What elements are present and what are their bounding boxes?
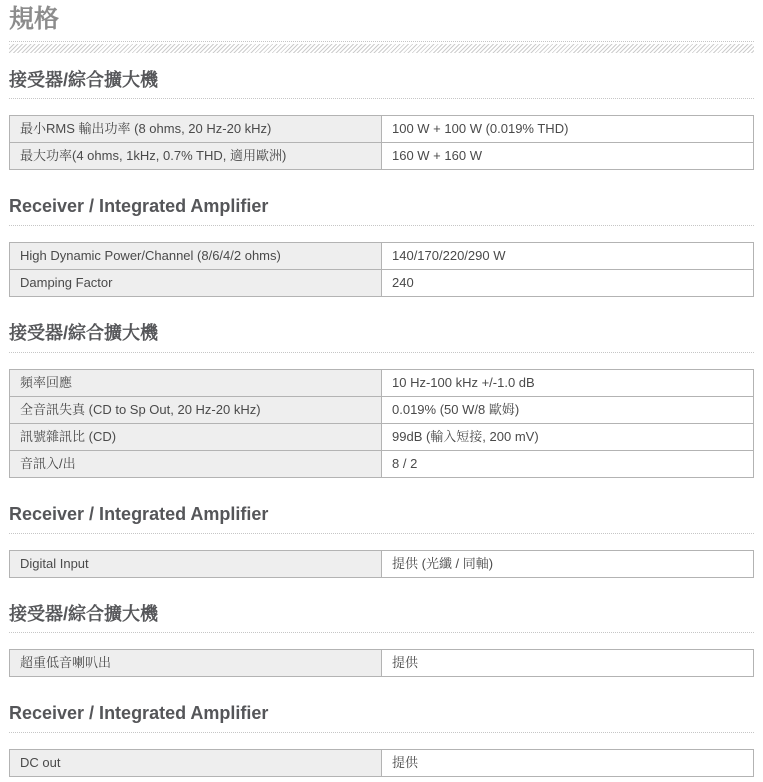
spec-label: 最小RMS 輸出功率 (8 ohms, 20 Hz-20 kHz): [10, 116, 382, 143]
spec-table-body: [10, 650, 754, 677]
spec-value: 8 / 2: [382, 450, 754, 477]
spec-label: 音訊入/出: [10, 450, 382, 477]
section-heading: 接受器/綜合擴大機: [9, 70, 754, 100]
table-row: [10, 116, 754, 143]
spec-section: [9, 323, 754, 478]
spec-label: 全音訊失真 (CD to Sp Out, 20 Hz-20 kHz): [10, 396, 382, 423]
spec-section: [9, 196, 754, 297]
page-title: 規格: [9, 5, 754, 42]
spec-table-body: [10, 550, 754, 577]
spec-table: [9, 550, 754, 578]
spec-label: Digital Input: [10, 550, 382, 577]
spec-table: [9, 649, 754, 677]
spec-value: 提供 (光纖 / 同軸): [382, 550, 754, 577]
spec-table: [9, 115, 754, 170]
spec-table: [9, 749, 754, 777]
table-row: [10, 749, 754, 776]
spec-label: DC out: [10, 749, 382, 776]
section-heading: Receiver / Integrated Amplifier: [9, 196, 754, 226]
spec-label: 超重低音喇叭出: [10, 650, 382, 677]
section-heading: Receiver / Integrated Amplifier: [9, 504, 754, 534]
spec-value: 100 W + 100 W (0.019% THD): [382, 116, 754, 143]
table-row: [10, 450, 754, 477]
spec-label: Damping Factor: [10, 270, 382, 297]
spec-table-body: [10, 243, 754, 297]
spec-value: 240: [382, 270, 754, 297]
spec-value: 提供: [382, 650, 754, 677]
spec-section: [9, 70, 754, 171]
table-row: [10, 243, 754, 270]
spec-value: 140/170/220/290 W: [382, 243, 754, 270]
table-row: [10, 650, 754, 677]
spec-section: [9, 604, 754, 678]
spec-value: 160 W + 160 W: [382, 143, 754, 170]
section-heading: 接受器/綜合擴大機: [9, 323, 754, 353]
table-row: [10, 270, 754, 297]
spec-table-body: [10, 369, 754, 477]
spec-label: 訊號雜訊比 (CD): [10, 423, 382, 450]
spec-section: [9, 504, 754, 578]
spec-table: [9, 369, 754, 478]
spec-value: 99dB (輸入短接, 200 mV): [382, 423, 754, 450]
table-row: [10, 550, 754, 577]
hatch-divider: [9, 44, 754, 53]
table-row: [10, 396, 754, 423]
spec-section: [9, 703, 754, 777]
spec-table-body: [10, 749, 754, 776]
spec-label: High Dynamic Power/Channel (8/6/4/2 ohms): [10, 243, 382, 270]
section-heading: 接受器/綜合擴大機: [9, 604, 754, 634]
spec-table-body: [10, 116, 754, 170]
spec-value: 10 Hz-100 kHz +/-1.0 dB: [382, 369, 754, 396]
spec-value: 提供: [382, 749, 754, 776]
table-row: [10, 369, 754, 396]
table-row: [10, 143, 754, 170]
spec-page: [0, 5, 763, 777]
spec-sections: [9, 70, 754, 777]
section-heading: Receiver / Integrated Amplifier: [9, 703, 754, 733]
spec-label: 最大功率(4 ohms, 1kHz, 0.7% THD, 適用歐洲): [10, 143, 382, 170]
table-row: [10, 423, 754, 450]
spec-value: 0.019% (50 W/8 歐姆): [382, 396, 754, 423]
spec-table: [9, 242, 754, 297]
spec-label: 頻率回應: [10, 369, 382, 396]
